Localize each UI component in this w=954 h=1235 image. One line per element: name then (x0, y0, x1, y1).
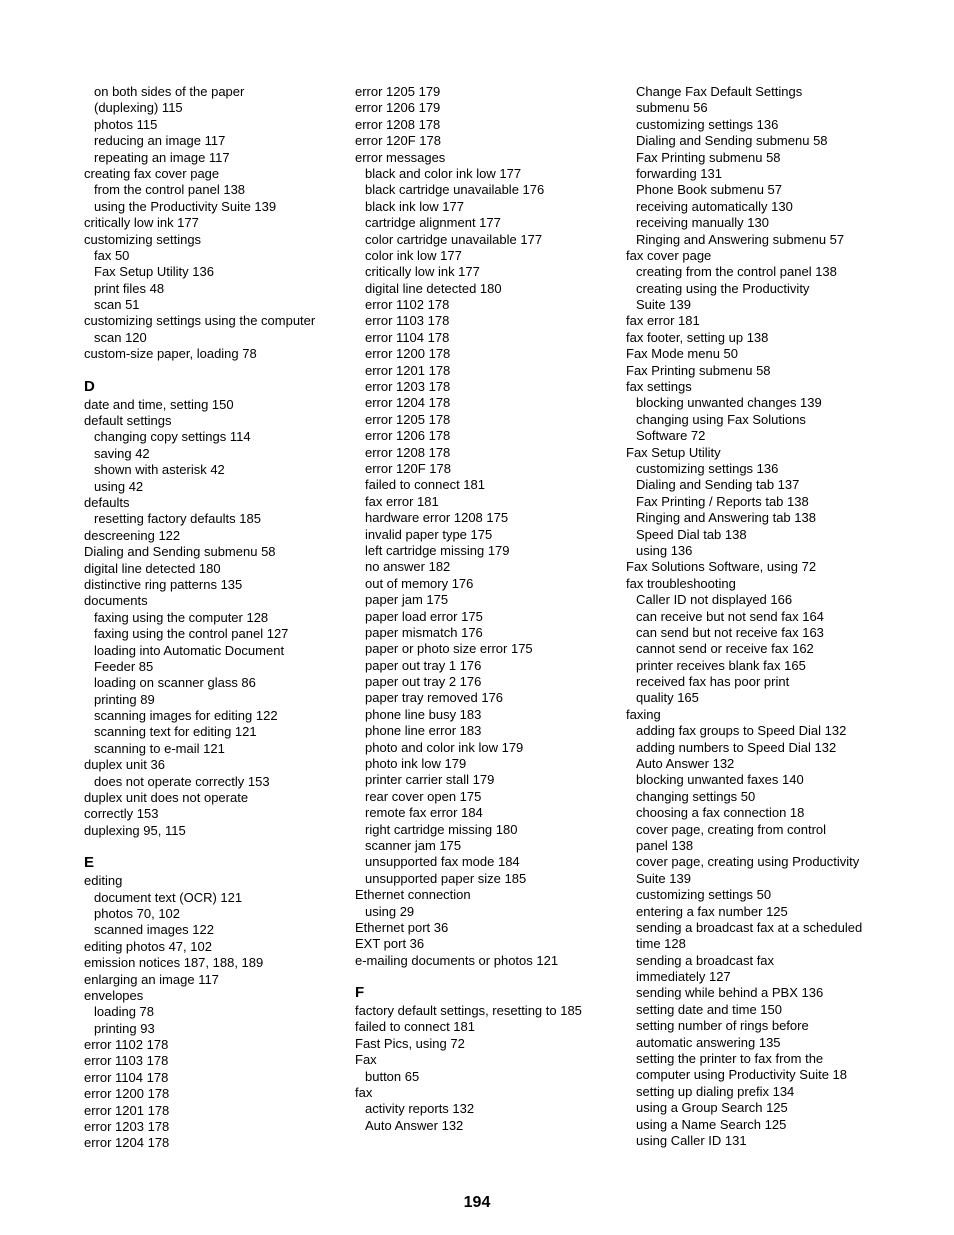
index-subentry: using 136 (636, 542, 693, 558)
index-subentry: Software 72 (636, 428, 706, 444)
index-subentry: adding fax groups to Speed Dial 132 (636, 723, 847, 739)
index-subentry: using Caller ID 131 (636, 1133, 747, 1148)
index-subentry: setting up dialing prefix 134 (636, 1083, 795, 1099)
index-entry: date and time, setting 150 (84, 396, 234, 412)
index-subentry: reducing an image 117 (94, 133, 226, 149)
index-subentry: error 1104 178 (365, 329, 450, 345)
index-subentry: received fax has poor print (636, 674, 790, 690)
index-subentry: creating using the Productivity (636, 280, 810, 296)
index-entry: customizing settings (84, 231, 202, 247)
index-subentry: setting the printer to fax from the (636, 1051, 824, 1067)
index-subentry: sending a broadcast fax at a scheduled (636, 919, 863, 935)
index-subentry: Feeder 85 (94, 658, 154, 674)
index-column-2 (355, 84, 617, 1134)
index-subentry: error 120F 178 (365, 460, 451, 476)
index-column-3 (626, 84, 888, 1149)
index-entry: distinctive ring patterns 135 (84, 576, 243, 592)
index-subentry: customizing settings 50 (636, 887, 772, 903)
index-entry: duplexing 95, 115 (84, 822, 186, 838)
index-subentry: loading on scanner glass 86 (94, 675, 256, 691)
index-subentry: blocking unwanted faxes 140 (636, 772, 804, 788)
index-entry: digital line detected 180 (84, 560, 221, 576)
index-subentry: remote fax error 184 (365, 805, 483, 821)
index-subentry: Caller ID not displayed 166 (636, 592, 793, 608)
index-entry: fax settings (626, 379, 692, 395)
index-subentry: scanning to e-mail 121 (94, 740, 225, 756)
index-entry: error 1206 179 (355, 100, 441, 116)
index-subentry: document text (OCR) 121 (94, 889, 243, 905)
index-entry: Ethernet port 36 (355, 919, 449, 935)
index-subentry: changing settings 50 (636, 788, 756, 804)
index-subentry: right cartridge missing 180 (365, 821, 518, 837)
index-subentry: failed to connect 181 (365, 477, 485, 493)
index-subentry: time 128 (636, 936, 686, 952)
index-subentry: photo and color ink low 179 (365, 739, 524, 755)
index-subentry: saving 42 (94, 445, 150, 461)
index-entry: duplex unit 36 (84, 757, 165, 773)
index-entry: EXT port 36 (355, 936, 425, 952)
index-entry: error 1103 178 (84, 1053, 169, 1069)
index-subentry: digital line detected 180 (365, 280, 502, 296)
index-entry: fax (355, 1085, 373, 1101)
index-subentry: using 29 (365, 903, 415, 919)
index-entry: Fax (355, 1052, 377, 1068)
page-number: 194 (463, 1194, 491, 1211)
index-subentry: printer carrier stall 179 (365, 772, 495, 788)
index-subentry: using a Group Search 125 (636, 1100, 788, 1116)
index-subentry: immediately 127 (636, 969, 731, 985)
index-letter-heading: D (84, 377, 95, 395)
index-subentry: paper jam 175 (365, 592, 449, 608)
index-subentry: automatic answering 135 (636, 1034, 781, 1050)
index-subentry: error 1200 178 (365, 346, 451, 362)
index-subentry: Change Fax Default Settings (636, 84, 803, 99)
index-entry: enlarging an image 117 (84, 971, 219, 987)
index-entry: fax cover page (626, 247, 712, 263)
index-subentry: Ringing and Answering submenu 57 (636, 231, 845, 247)
index-entry: error 1102 178 (84, 1037, 169, 1053)
index-subentry: Fax Printing / Reports tab 138 (636, 493, 809, 509)
index-entry: error 1204 178 (84, 1135, 170, 1151)
index-subentry: error 1203 178 (365, 379, 451, 395)
index-subentry: print files 48 (94, 280, 165, 296)
index-entry: customizing settings using the computer (84, 313, 316, 329)
index-subentry: can send but not receive fax 163 (636, 624, 824, 640)
index-subentry: error 1103 178 (365, 313, 450, 329)
index-subentry: button 65 (365, 1068, 420, 1084)
index-subentry: setting date and time 150 (636, 1001, 782, 1017)
index-subentry: black and color ink low 177 (365, 165, 522, 181)
index-subentry: error 1204 178 (365, 395, 451, 411)
index-entry: creating fax cover page (84, 165, 220, 181)
index-entry: Fax Setup Utility (626, 444, 721, 460)
index-subentry: Dialing and Sending submenu 58 (636, 133, 828, 149)
index-subentry: can receive but not send fax 164 (636, 608, 824, 624)
index-subentry: error 1102 178 (365, 297, 450, 313)
index-subentry: from the control panel 138 (94, 182, 246, 198)
index-subentry: receiving manually 130 (636, 215, 769, 231)
index-entry: error 1200 178 (84, 1086, 170, 1102)
index-entry: Fax Printing submenu 58 (626, 362, 771, 378)
index-subentry: cover page, creating from control (636, 821, 827, 837)
index-entry: e-mailing documents or photos 121 (355, 952, 559, 968)
index-subentry: unsupported fax mode 184 (365, 854, 520, 870)
index-entry: fax error 181 (626, 313, 700, 329)
index-subentry: phone line busy 183 (365, 706, 482, 722)
index-subentry: color ink low 177 (365, 247, 462, 263)
index-subentry: black cartridge unavailable 176 (365, 182, 545, 198)
index-entry: error 120F 178 (355, 133, 441, 149)
index-subentry: paper out tray 2 176 (365, 674, 482, 690)
index-entry: error 1205 179 (355, 84, 441, 99)
index-subentry: changing using Fax Solutions (636, 411, 806, 427)
index-subentry: Suite 139 (636, 297, 691, 313)
index-entry: faxing (626, 706, 661, 722)
index-subentry: resetting factory defaults 185 (94, 511, 261, 527)
index-subentry: faxing using the computer 128 (94, 609, 269, 625)
index-subentry: changing copy settings 114 (94, 429, 251, 445)
index-subentry: Fax Setup Utility 136 (94, 264, 214, 280)
index-subentry: cartridge alignment 177 (365, 215, 501, 231)
index-entry: documents (84, 593, 148, 609)
index-entry: Fast Pics, using 72 (355, 1035, 465, 1051)
index-entry: editing photos 47, 102 (84, 938, 212, 954)
index-subentry: Dialing and Sending tab 137 (636, 477, 800, 493)
index-subentry: receiving automatically 130 (636, 198, 793, 214)
index-column-1 (84, 84, 346, 1152)
index-subentry: no answer 182 (365, 559, 451, 575)
index-entry: failed to connect 181 (355, 1019, 475, 1035)
index-subentry: Auto Answer 132 (365, 1117, 464, 1133)
index-subentry: using 42 (94, 478, 144, 494)
index-subentry: paper load error 175 (365, 608, 483, 624)
index-subentry: submenu 56 (636, 100, 708, 116)
index-subentry: scan 51 (94, 297, 140, 313)
index-subentry: using a Name Search 125 (636, 1116, 787, 1132)
index-letter-heading: E (84, 854, 95, 872)
index-entry: defaults (84, 494, 130, 510)
index-letter-heading: F (355, 984, 365, 1002)
index-entry: envelopes (84, 987, 144, 1003)
index-subentry: left cartridge missing 179 (365, 542, 510, 558)
index-subentry: color cartridge unavailable 177 (365, 231, 543, 247)
index-subentry: panel 138 (636, 837, 694, 853)
index-subentry: sending while behind a PBX 136 (636, 985, 824, 1001)
index-subentry: using the Productivity Suite 139 (94, 198, 277, 214)
index-subentry: adding numbers to Speed Dial 132 (636, 739, 837, 755)
index-subentry: fax 50 (94, 247, 130, 263)
index-subentry: repeating an image 117 (94, 149, 230, 165)
index-subentry: photos 115 (94, 116, 158, 132)
index-subentry: choosing a fax connection 18 (636, 805, 805, 821)
index-entry: descreening 122 (84, 527, 181, 543)
index-subentry: cover page, creating using Productivity (636, 854, 860, 870)
index-subentry: forwarding 131 (636, 165, 722, 181)
index-subentry: unsupported paper size 185 (365, 870, 527, 886)
index-subentry: photos 70, 102 (94, 905, 181, 921)
index-subentry: error 1201 178 (365, 362, 451, 378)
index-entry: correctly 153 (84, 806, 159, 822)
index-entry: error messages (355, 149, 446, 165)
index-entry: critically low ink 177 (84, 215, 199, 231)
index-subentry: scanning images for editing 122 (94, 708, 278, 724)
index-subentry: black ink low 177 (365, 198, 464, 214)
index-subentry: Fax Printing submenu 58 (636, 149, 781, 165)
index-entry: custom-size paper, loading 78 (84, 346, 257, 362)
index-entry: error 1201 178 (84, 1102, 170, 1118)
index-entry: default settings (84, 413, 172, 429)
index-entry: error 1203 178 (84, 1119, 170, 1135)
index-entry: Fax Mode menu 50 (626, 346, 739, 362)
index-entry: fax troubleshooting (626, 575, 736, 591)
index-subentry: does not operate correctly 153 (94, 773, 270, 789)
index-entry: error 1104 178 (84, 1069, 169, 1085)
index-subentry: error 1205 178 (365, 411, 451, 427)
index-subentry: critically low ink 177 (365, 264, 480, 280)
index-subentry: entering a fax number 125 (636, 903, 788, 919)
index-subentry: scanning text for editing 121 (94, 724, 257, 740)
index-subentry: fax error 181 (365, 493, 439, 509)
index-subentry: (duplexing) 115 (94, 100, 183, 116)
index-subentry: faxing using the control panel 127 (94, 626, 289, 642)
index-entry: Fax Solutions Software, using 72 (626, 559, 817, 575)
index-subentry: rear cover open 175 (365, 788, 482, 804)
index-entry: error 1208 178 (355, 116, 441, 132)
index-subentry: loading into Automatic Document (94, 642, 285, 658)
index-subentry: Speed Dial tab 138 (636, 526, 747, 542)
index-subentry: quality 165 (636, 690, 699, 706)
index-subentry: on both sides of the paper (94, 84, 245, 99)
index-subentry: printer receives blank fax 165 (636, 657, 806, 673)
index-subentry: photo ink low 179 (365, 756, 467, 772)
index-subentry: scan 120 (94, 329, 147, 345)
index-subentry: Ringing and Answering tab 138 (636, 510, 816, 526)
index-subentry: Suite 139 (636, 870, 691, 886)
index-subentry: customizing settings 136 (636, 460, 779, 476)
index-subentry: computer using Productivity Suite 18 (636, 1067, 847, 1083)
index-subentry: paper or photo size error 175 (365, 641, 533, 657)
index-subentry: Phone Book submenu 57 (636, 182, 782, 198)
index-subentry: paper mismatch 176 (365, 624, 483, 640)
index-subentry: scanned images 122 (94, 922, 214, 938)
index-subentry: paper out tray 1 176 (365, 657, 482, 673)
index-entry: fax footer, setting up 138 (626, 329, 769, 345)
index-subentry: printing 89 (94, 691, 155, 707)
index-subentry: cannot send or receive fax 162 (636, 641, 814, 657)
index-subentry: activity reports 132 (365, 1101, 475, 1117)
index-subentry: creating from the control panel 138 (636, 264, 837, 280)
index-subentry: setting number of rings before (636, 1018, 809, 1034)
index-subentry: invalid paper type 175 (365, 526, 493, 542)
index-entry: editing (84, 873, 123, 889)
index-subentry: paper tray removed 176 (365, 690, 504, 706)
index-subentry: error 1206 178 (365, 428, 451, 444)
index-subentry: sending a broadcast fax (636, 952, 775, 968)
index-entry: emission notices 187, 188, 189 (84, 955, 264, 971)
index-entry: factory default settings, resetting to 185 (355, 1003, 582, 1019)
index-subentry: phone line error 183 (365, 723, 482, 739)
index-subentry: printing 93 (94, 1020, 155, 1036)
index-subentry: hardware error 1208 175 (365, 510, 509, 526)
index-subentry: scanner jam 175 (365, 837, 462, 853)
index-subentry: Auto Answer 132 (636, 756, 735, 772)
index-subentry: shown with asterisk 42 (94, 462, 225, 478)
index-subentry: blocking unwanted changes 139 (636, 395, 822, 411)
index-subentry: customizing settings 136 (636, 116, 779, 132)
index-subentry: loading 78 (94, 1004, 154, 1020)
index-subentry: error 1208 178 (365, 444, 451, 460)
index-entry: Ethernet connection (355, 887, 471, 903)
index-entry: duplex unit does not operate (84, 790, 249, 806)
index-entry: Dialing and Sending submenu 58 (84, 544, 276, 560)
index-subentry: out of memory 176 (365, 575, 474, 591)
